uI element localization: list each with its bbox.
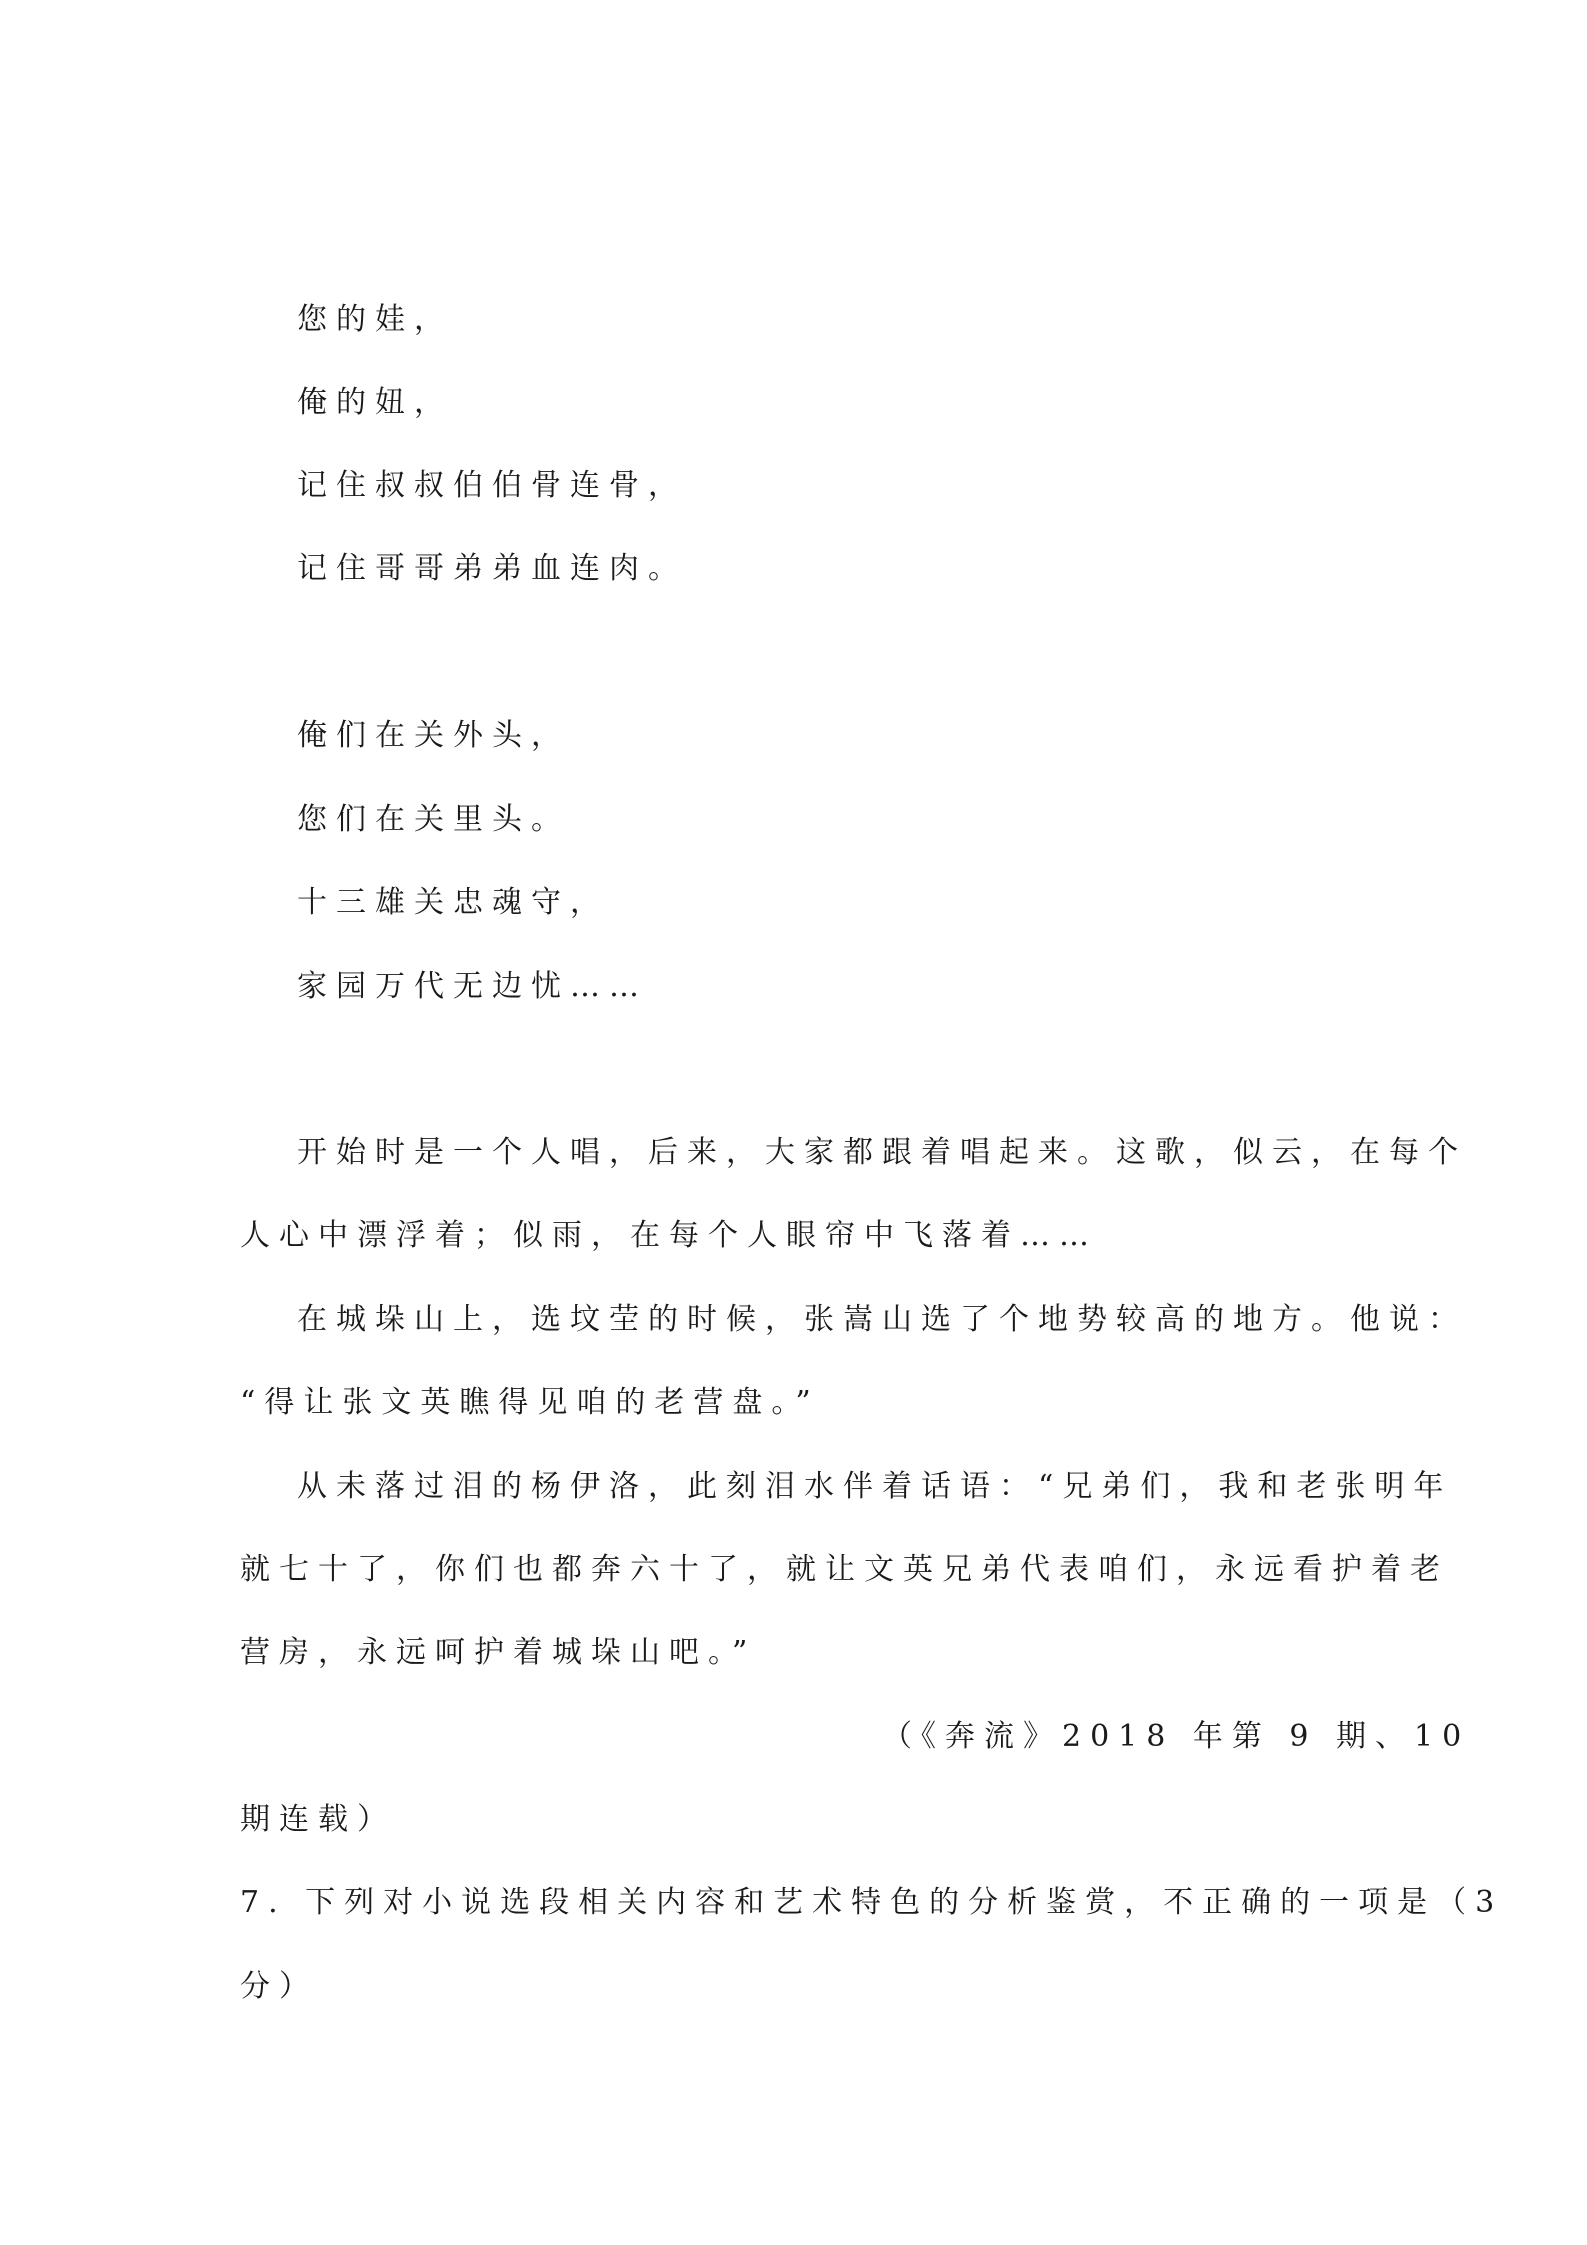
poem-line: 您们在关里头。 (297, 802, 570, 837)
paragraph-line: 人心中漂浮着；似雨，在每个人眼帘中飞落着…… (240, 1218, 1098, 1253)
paragraph-line: 就七十了，你们也都奔六十了，就让文英兄弟代表咱们，永远看护着老 (240, 1552, 1449, 1587)
source-credit: 期连载） (240, 1802, 396, 1837)
paragraph-line: 营房，永远呵护着城垛山吧。” (240, 1635, 757, 1670)
paragraph-line: “得让张文英瞧得见咱的老营盘。” (240, 1385, 820, 1420)
paragraph-line: 从未落过泪的杨伊洛，此刻泪水伴着话语：“兄弟们，我和老张明年 (297, 1469, 1453, 1504)
poem-line: 十三雄关忠魂守， (297, 885, 609, 920)
question-text: 分） (240, 1969, 318, 2004)
poem-line: 记住哥哥弟弟血连肉。 (297, 551, 687, 586)
poem-line: 家园万代无边忧…… (297, 969, 648, 1004)
question-text: 7. 下列对小说选段相关内容和艺术特色的分析鉴赏，不正确的一项是（3 (240, 1885, 1504, 1920)
poem-line: 俺们在关外头， (297, 718, 570, 753)
paragraph-line: 在城垛山上，选坟茔的时候，张嵩山选了个地势较高的地方。他说： (297, 1302, 1467, 1337)
poem-line: 记住叔叔伯伯骨连骨， (297, 468, 687, 503)
paragraph-line: 开始时是一个人唱，后来，大家都跟着唱起来。这歌，似云，在每个 (297, 1135, 1467, 1170)
source-credit: （《奔流》2018 年第 9 期、10 (882, 1719, 1471, 1754)
poem-line: 您的娃， (297, 302, 453, 337)
poem-line: 俺的妞， (297, 385, 453, 420)
